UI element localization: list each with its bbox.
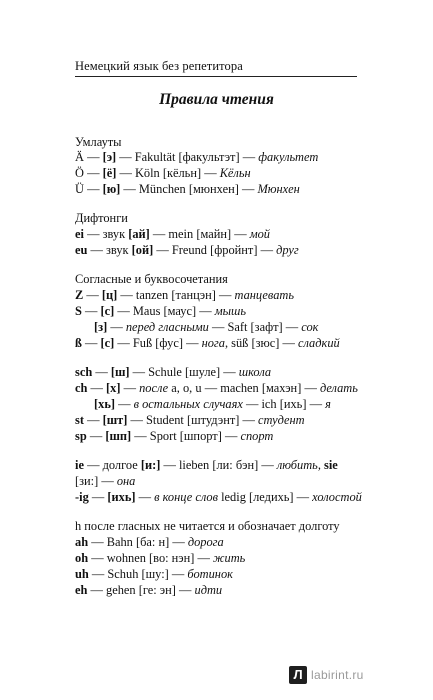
- page-title: Правила чтения: [159, 91, 274, 108]
- header-rule: [75, 76, 357, 77]
- rule-consonant-z: Z — [ц] — tanzen [танцэн] — танцевать: [75, 288, 295, 302]
- section-heading-umlauts: Умлауты: [75, 135, 122, 149]
- rule-diphthong-eu: eu — звук [ой] — Freund [фройнт] — друг: [75, 243, 299, 257]
- rule-umlaut-u: Ü — [ю] — München [мюнхен] — Мюнхен: [75, 182, 300, 196]
- rule-suffix-ig: -ig — [ихь] — в конце слов ledig [ледихь] — холостой: [75, 490, 362, 504]
- rule-consonant-ch: ch — [х] — после а, о, u — machen [махэн] — делать: [75, 381, 358, 395]
- section-heading-diphthongs: Дифтонги: [75, 211, 128, 225]
- rule-diphthong-ei: ei — звук [ай] — mein [майн] — мой: [75, 227, 271, 241]
- rule-consonant-st: st — [шт] — Student [штудэнт] — студент: [75, 413, 305, 427]
- rule-umlaut-o: Ö — [ё] — Köln [кёльн] — Кёльн: [75, 166, 251, 180]
- watermark: labirint.ru: [311, 668, 364, 682]
- rule-h-eh: eh — gehen [ге: эн] — идти: [75, 583, 223, 597]
- rule-h-ah: ah — Bahn [ба: н] — дорога: [75, 535, 224, 549]
- rule-vowel-ie: ie — долгое [и:] — lieben [ли: бэн] — любить, sie: [75, 458, 338, 472]
- rule-consonant-ch-other: [хь] — в остальных случаях — ich [ихь] — я: [94, 397, 331, 411]
- rule-consonant-s: S — [с] — Maus [маус] — мышь: [75, 304, 247, 318]
- rule-consonant-s-before-vowels: [з] — перед гласными — Saft [зафт] — сок: [94, 320, 319, 334]
- rule-vowel-ie-continued: [зи:] — она: [75, 474, 136, 488]
- rule-h-oh: oh — wohnen [во: нэн] — жить: [75, 551, 246, 565]
- section-heading-consonants: Согласные и буквосочетания: [75, 272, 228, 286]
- rule-consonant-eszett: ß — [с] — Fuß [фус] — нога, süß [зюс] — сладкий: [75, 336, 340, 350]
- rule-consonant-sp: sp — [шп] — Sport [шпорт] — спорт: [75, 429, 274, 443]
- rule-umlaut-a: Ä — [э] — Fakultät [факультэт] — факультет: [75, 150, 319, 164]
- running-head: Немецкий язык без репетитора: [75, 59, 243, 73]
- rule-consonant-sch: sch — [ш] — Schule [шуле] — школа: [75, 365, 272, 379]
- labirint-logo-icon: Л: [289, 666, 307, 684]
- section-heading-h-rule: h после гласных не читается и обозначает долготу: [75, 519, 340, 533]
- rule-h-uh: uh — Schuh [шу:] — ботинок: [75, 567, 233, 581]
